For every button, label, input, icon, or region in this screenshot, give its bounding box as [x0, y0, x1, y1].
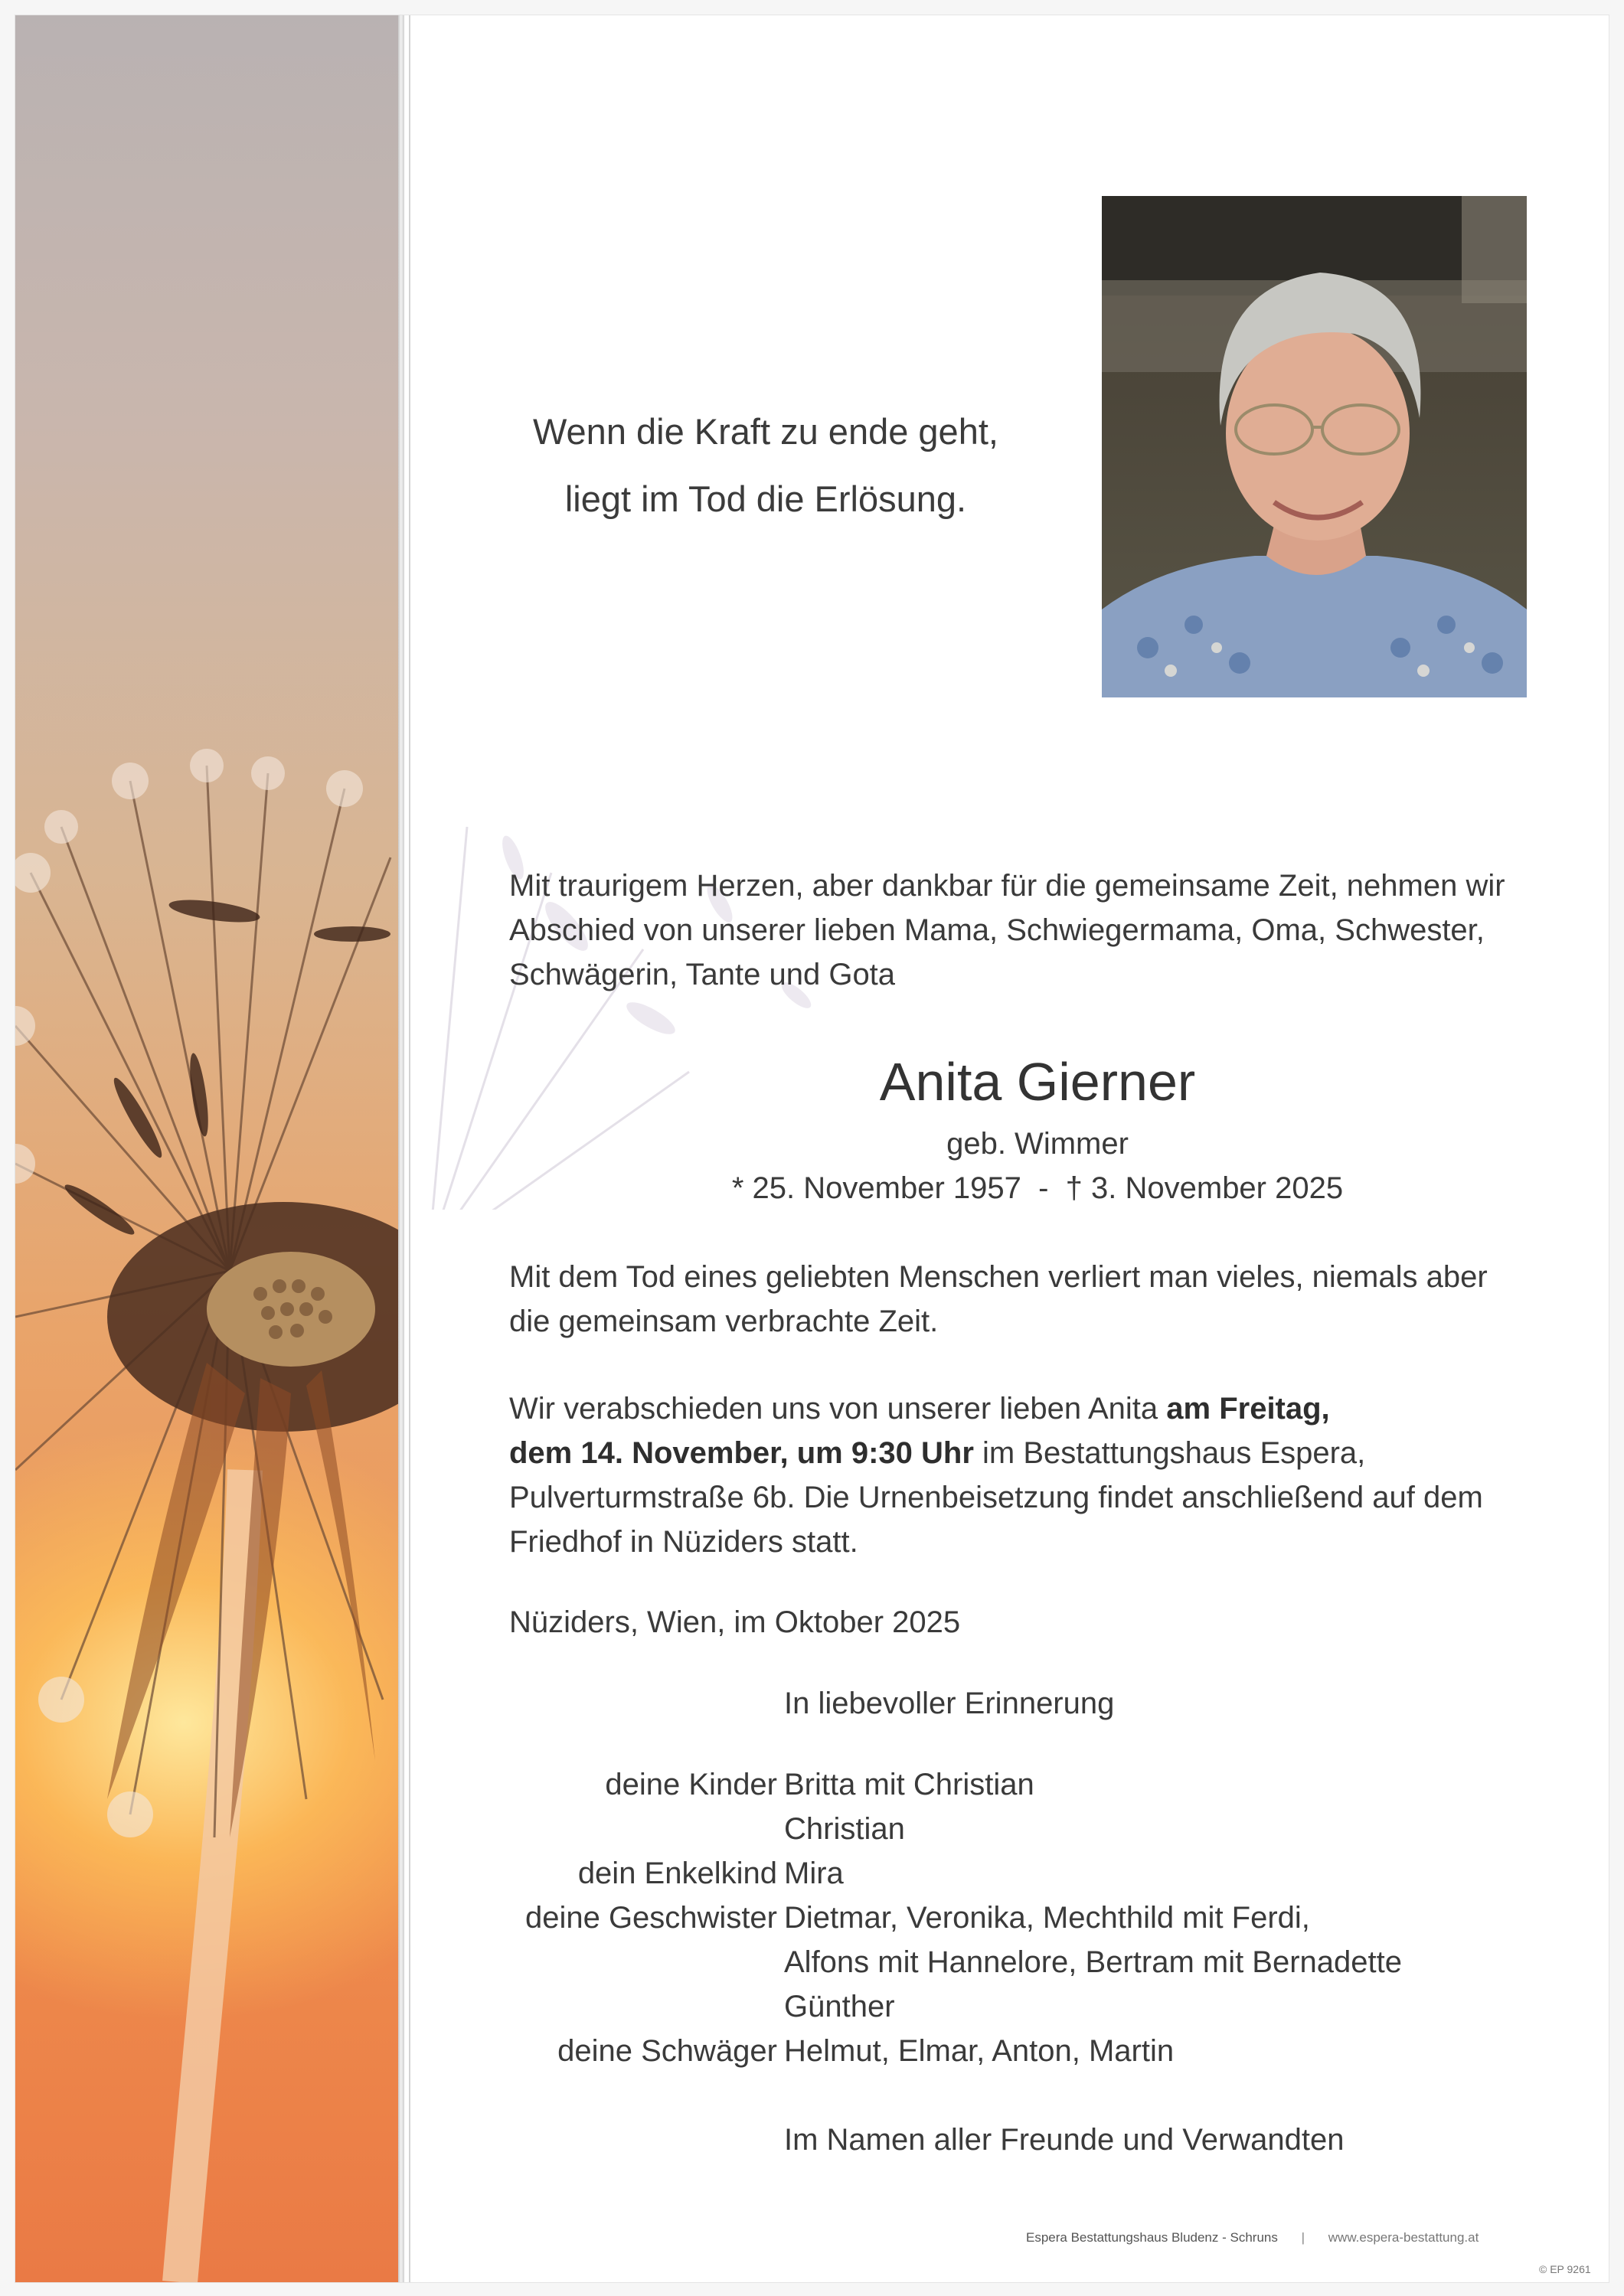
family-names: Helmut, Elmar, Anton, Martin — [784, 2034, 1175, 2068]
family-names: Günther — [784, 1990, 895, 2023]
footer — [1026, 2230, 1479, 2245]
motto-verse — [498, 398, 1034, 533]
funeral-line: Friedhof in Nüziders statt. — [509, 1525, 858, 1559]
intro-line: Abschied von unserer lieben Mama, Schwiegermama, Oma, Schwester, — [509, 913, 1485, 947]
family-names: Alfons mit Hannelore, Bertram mit Bernadette — [784, 1945, 1403, 1979]
funeral-line — [509, 1386, 1566, 1431]
funeral-line: Pulverturmstraße 6b. Die Urnenbeisetzung findet anschließend auf dem — [509, 1481, 1483, 1514]
funeral-day: am Freitag, — [1166, 1392, 1330, 1426]
funeral-date-time: dem 14. November, um 9:30 Uhr — [509, 1436, 974, 1470]
intro-line: Mit traurigem Herzen, aber dankbar für die gemeinsame Zeit, nehmen wir — [509, 869, 1505, 903]
dandelion-illustration — [15, 15, 398, 2282]
motto-line: Wenn die Kraft zu ende geht, — [533, 411, 998, 452]
quote-paragraph — [509, 1255, 1566, 1344]
intro-paragraph — [509, 864, 1566, 997]
quote-line: Mit dem Tod eines geliebten Menschen verliert man vieles, niemals aber — [509, 1260, 1488, 1294]
funeral-line — [509, 1431, 1566, 1475]
funeral-announcement — [509, 1386, 1566, 1564]
funeral-home-name: Espera Bestattungshaus Bludenz - Schruns — [1026, 2230, 1278, 2245]
deceased-name: Anita Gierner — [879, 1052, 1196, 1112]
family-names: Britta mit Christian — [784, 1768, 1034, 1801]
family-heading: In liebevoller Erinnerung — [784, 1687, 1115, 1720]
family-names: Mira — [784, 1857, 844, 1890]
print-code: © EP 9261 — [1539, 2263, 1591, 2275]
closing-line: Im Namen aller Freunde und Verwandten — [784, 2123, 1345, 2157]
footer-separator: | — [1301, 2230, 1305, 2245]
dandelion-sunset-image — [15, 15, 398, 2282]
funeral-text: im Bestattungshaus Espera, — [973, 1436, 1366, 1470]
motto-line: liegt im Tod die Erlösung. — [564, 478, 967, 519]
family-relation: dein Enkelkind — [577, 1857, 777, 1890]
life-dates: * 25. November 1957 - † 3. November 2025 — [731, 1171, 1344, 1205]
family-names: Dietmar, Veronika, Mechthild mit Ferdi, — [784, 1901, 1310, 1935]
family-names: Christian — [784, 1812, 905, 1846]
quote-line: die gemeinsam verbrachte Zeit. — [509, 1305, 939, 1338]
funeral-home-website: www.espera-bestattung.at — [1328, 2230, 1479, 2245]
family-relation: deine Schwäger — [557, 2034, 777, 2068]
funeral-text: Wir verabschieden uns von unserer lieben Anita — [509, 1392, 1167, 1426]
family-relation: deine Geschwister — [524, 1901, 777, 1935]
place-and-date: Nüziders, Wien, im Oktober 2025 — [509, 1605, 961, 1639]
birth-name: geb. Wimmer — [946, 1127, 1129, 1161]
obituary-sheet — [15, 15, 1609, 2282]
family-relation: deine Kinder — [605, 1768, 777, 1801]
portrait-photo — [1102, 196, 1527, 697]
intro-line: Schwägerin, Tante und Gota — [509, 958, 896, 991]
